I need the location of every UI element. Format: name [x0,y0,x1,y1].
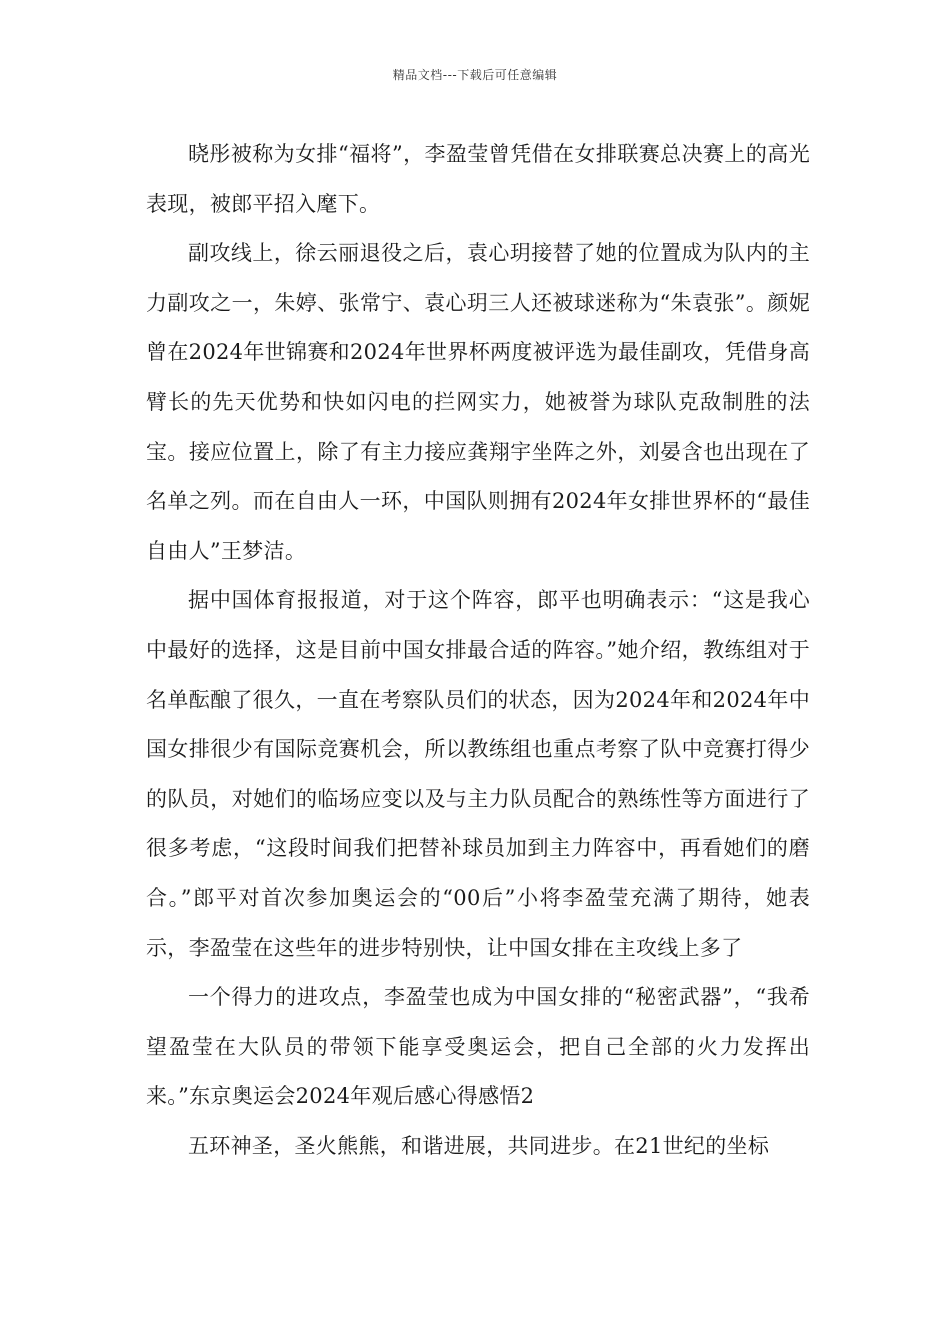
paragraph-5: 五环神圣，圣火熊熊，和谐进展，共同进步。在21世纪的坐标 [188,1133,770,1158]
paragraph-3: 据中国体育报报道，对于这个阵容，郎平也明确表示：“这是我心中最好的选择，这是目前中国女排最合适的阵容。”她介绍，教练组对于名单酝酿了很久，一直在考察队员们的状态，因为2024年和2024年中国女排很少有国际竞赛机会，所以教练组也重点考察了队中竞赛打得少的队员，对她们的临场应变以及与主力队员配合的熟练性等方面进行了很多考虑，“这段时间我们把替补球员加到主力阵容中，再看她们的磨合。”郎平对首次参加奥运会的“00后”小将李盈莹充满了期待，她表示，李盈莹在这些年的进步特别快，让中国女排在主攻线上多了 [146,588,810,960]
document-body [146,130,810,1171]
paragraph-2: 副攻线上，徐云丽退役之后，袁心玥接替了她的位置成为队内的主力副攻之一，朱婷、张常宁、袁心玥三人还被球迷称为“朱袁张”。颜妮曾在2024年世锦赛和2024年世界杯两度被评选为最佳副攻，凭借身高臂长的先天优势和快如闪电的拦网实力，她被誉为球队克敌制胜的法宝。接应位置上，除了有主力接应龚翔宇坐阵之外，刘晏含也出现在了名单之列。而在自由人一环，中国队则拥有2024年女排世界杯的“最佳自由人”王梦洁。 [146,241,810,563]
paragraph-4: 一个得力的进攻点，李盈莹也成为中国女排的“秘密武器”，“我希望盈莹在大队员的带领下能享受奥运会，把自己全部的火力发挥出来。”东京奥运会2024年观后感心得感悟2 [146,985,810,1109]
paragraph-1: 晓彤被称为女排“福将”，李盈莹曾凭借在女排联赛总决赛上的高光表现，被郎平招入麾下。 [146,142,810,216]
page-header: 精品文档---下载后可任意编辑 [392,68,558,82]
